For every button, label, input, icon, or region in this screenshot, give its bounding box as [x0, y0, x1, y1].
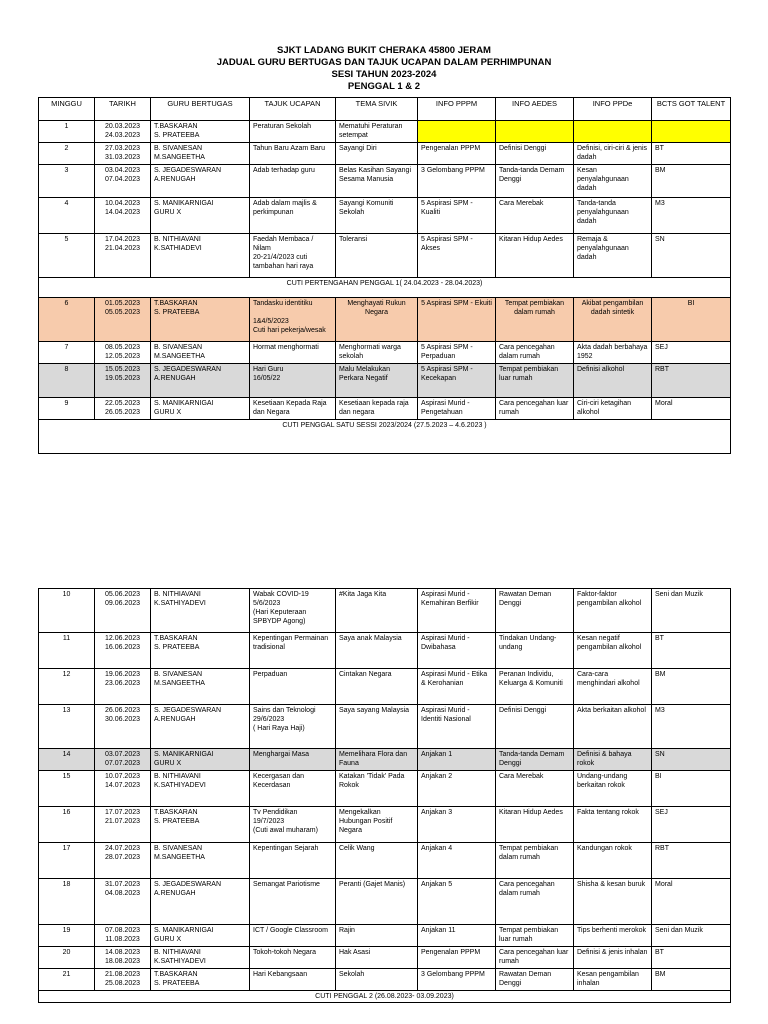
cell-bcts: BM	[652, 969, 731, 991]
cell-ppde: Kesan penyalahgunaan dadah	[574, 165, 652, 198]
cell-minggu: 15	[39, 771, 95, 807]
cell-tajuk: Adab dalam majlis & perkimpunan	[250, 198, 336, 234]
cell-guru: B. NITHIAVANI K.SATHIYADEVI	[151, 947, 250, 969]
cell-minggu: 11	[39, 633, 95, 669]
cell-ppde: Definisi alkohol	[574, 364, 652, 398]
cell-pppm: Pengenalan PPPM	[418, 947, 496, 969]
cell-tarikh: 21.08.2023 25.08.2023	[95, 969, 151, 991]
cell-aedes: Tanda-tanda Demam Denggi	[496, 749, 574, 771]
cell-bcts: Seni dan Muzik	[652, 925, 731, 947]
cell-ppde: Akta berkaitan alkohol	[574, 705, 652, 749]
cell-ppde: Definisi & bahaya rokok	[574, 749, 652, 771]
table-row	[39, 589, 731, 633]
cell-aedes: Tempat pembiakan dalam rumah	[496, 298, 574, 342]
table-row	[39, 879, 731, 925]
table-row	[39, 121, 731, 143]
cell-bcts: RBT	[652, 364, 731, 398]
cell-tarikh: 01.05.2023 05.05.2023	[95, 298, 151, 342]
col-guru: GURU BERTUGAS	[151, 98, 250, 121]
cell-tajuk: Tahun Baru Azam Baru	[250, 143, 336, 165]
cell-bcts: SN	[652, 749, 731, 771]
cell-ppde: Akta dadah berbahaya 1952	[574, 342, 652, 364]
table-row	[39, 925, 731, 947]
cell-pppm: Anjakan 3	[418, 807, 496, 843]
cell-pppm	[418, 121, 496, 143]
cell-ppde: Definisi & jenis inhalan	[574, 947, 652, 969]
cell-tajuk: Tokoh-tokoh Negara	[250, 947, 336, 969]
term-break-row	[39, 420, 731, 454]
col-tarikh: TARIKH	[95, 98, 151, 121]
table-row	[39, 633, 731, 669]
cell-bcts: BT	[652, 143, 731, 165]
table-row	[39, 669, 731, 705]
cell-ppde: Cara-cara menghindari alkohol	[574, 669, 652, 705]
document-header	[0, 45, 768, 93]
cell-ppde: Kesan negatif pengambilan alkohol	[574, 633, 652, 669]
cell-bcts: RBT	[652, 843, 731, 879]
term-break-label: CUTI PERTENGAHAN PENGGAL 1( 24.04.2023 - 28.04.2023)	[39, 278, 731, 298]
cell-bcts: M3	[652, 705, 731, 749]
cell-aedes: Definisi Denggi	[496, 143, 574, 165]
cell-aedes: Cara pencegahan luar rumah	[496, 398, 574, 420]
cell-bcts: BI	[652, 298, 731, 342]
cell-tarikh: 14.08.2023 18.08.2023	[95, 947, 151, 969]
cell-minggu: 4	[39, 198, 95, 234]
cell-pppm: Anjakan 2	[418, 771, 496, 807]
term-break-label: CUTI PENGGAL 2 (26.08.2023- 03.09.2023)	[39, 991, 731, 1003]
cell-pppm: Aspirasi Murid - Identiti Nasional	[418, 705, 496, 749]
table-row	[39, 198, 731, 234]
cell-bcts: SEJ	[652, 807, 731, 843]
col-ppde: INFO PPDe	[574, 98, 652, 121]
table-row	[39, 364, 731, 398]
cell-ppde: Undang-undang berkaitan rokok	[574, 771, 652, 807]
cell-guru: T.BASKARAN S. PRATEEBA	[151, 121, 250, 143]
cell-minggu: 7	[39, 342, 95, 364]
cell-minggu: 13	[39, 705, 95, 749]
cell-tajuk: Adab terhadap guru	[250, 165, 336, 198]
cell-pppm: 5 Aspirasi SPM - Kecekapan	[418, 364, 496, 398]
cell-pppm: 5 Aspirasi SPM - Kualiti	[418, 198, 496, 234]
cell-sivik: Toleransi	[336, 234, 418, 278]
cell-tajuk: Wabak COVID-19 5/6/2023 (Hari Keputeraan SPBYDP Agong)	[250, 589, 336, 633]
cell-sivik: Kesetiaan kepada raja dan negara	[336, 398, 418, 420]
cell-guru: S. JEGADESWARAN A.RENUGAH	[151, 165, 250, 198]
cell-pppm: Anjakan 4	[418, 843, 496, 879]
cell-sivik: Menghormati warga sekolah	[336, 342, 418, 364]
cell-minggu: 20	[39, 947, 95, 969]
cell-aedes: Tindakan Undang-undang	[496, 633, 574, 669]
cell-guru: S. JEGADESWARAN A.RENUGAH	[151, 705, 250, 749]
cell-tajuk: Kepentingan Sejarah	[250, 843, 336, 879]
cell-tarikh: 26.06.2023 30.06.2023	[95, 705, 151, 749]
cell-ppde: Definisi, ciri-ciri & jenis dadah	[574, 143, 652, 165]
cell-aedes	[496, 121, 574, 143]
cell-tarikh: 17.07.2023 21.07.2023	[95, 807, 151, 843]
cell-tarikh: 19.06.2023 23.06.2023	[95, 669, 151, 705]
cell-minggu: 2	[39, 143, 95, 165]
table-row	[39, 771, 731, 807]
table-row	[39, 749, 731, 771]
cell-tajuk: Hari Guru 16/05/22	[250, 364, 336, 398]
cell-bcts: Moral	[652, 398, 731, 420]
cell-minggu: 12	[39, 669, 95, 705]
cell-sivik: Saya sayang Malaysia	[336, 705, 418, 749]
cell-tajuk: Tandasku identitiku 1&4/5/2023 Cuti hari pekerja/wesak	[250, 298, 336, 342]
cell-tarikh: 31.07.2023 04.08.2023	[95, 879, 151, 925]
term-label: PENGGAL 1 & 2	[347, 81, 421, 92]
cell-tarikh: 07.08.2023 11.08.2023	[95, 925, 151, 947]
cell-tajuk: Kecergasan dan Kecerdasan	[250, 771, 336, 807]
cell-tajuk: Tv Pendidikan 19/7/2023 (Cuti awal muharam)	[250, 807, 336, 843]
cell-guru: B. NITHIAVANI K.SATHIADEVI	[151, 234, 250, 278]
cell-guru: S. MANIKARNIGAI GURU X	[151, 925, 250, 947]
cell-tarikh: 20.03.2023 24.03.2023	[95, 121, 151, 143]
cell-tarikh: 24.07.2023 28.07.2023	[95, 843, 151, 879]
cell-tarikh: 15.05.2023 19.05.2023	[95, 364, 151, 398]
cell-pppm: Anjakan 11	[418, 925, 496, 947]
cell-minggu: 16	[39, 807, 95, 843]
cell-pppm: Aspirasi Murid - Pengetahuan	[418, 398, 496, 420]
cell-pppm: 5 Aspirasi SPM - Akses	[418, 234, 496, 278]
cell-guru: S. MANIKARNIGAI GURU X	[151, 398, 250, 420]
cell-minggu: 1	[39, 121, 95, 143]
table-row	[39, 234, 731, 278]
cell-bcts: M3	[652, 198, 731, 234]
cell-bcts: BT	[652, 947, 731, 969]
cell-guru: S. MANIKARNIGAI GURU X	[151, 749, 250, 771]
cell-tarikh: 10.07.2023 14.07.2023	[95, 771, 151, 807]
cell-minggu: 21	[39, 969, 95, 991]
cell-tarikh: 08.05.2023 12.05.2023	[95, 342, 151, 364]
cell-aedes: Kitaran Hidup Aedes	[496, 807, 574, 843]
schedule-table-term2	[38, 588, 731, 1003]
cell-minggu: 18	[39, 879, 95, 925]
term-break-label: CUTI PENGGAL SATU SESSI 2023/2024 (27.5.2023 – 4.6.2023 )	[39, 420, 731, 454]
cell-aedes: Cara pencegahan luar rumah	[496, 947, 574, 969]
cell-ppde: Faktor-faktor pengambilan alkohol	[574, 589, 652, 633]
cell-tarikh: 10.04.2023 14.04.2023	[95, 198, 151, 234]
cell-sivik: Hak Asasi	[336, 947, 418, 969]
cell-aedes: Peranan Individu, Keluarga & Komuniti	[496, 669, 574, 705]
cell-pppm: 3 Gelombang PPPM	[418, 165, 496, 198]
cell-tarikh: 12.06.2023 16.06.2023	[95, 633, 151, 669]
cell-minggu: 5	[39, 234, 95, 278]
cell-pppm: 3 Gelombang PPPM	[418, 969, 496, 991]
cell-aedes: Cara pencegahan dalam rumah	[496, 342, 574, 364]
schedule-table-term1	[38, 97, 731, 454]
cell-sivik: Sayangi Diri	[336, 143, 418, 165]
table-row	[39, 298, 731, 342]
cell-bcts: BI	[652, 771, 731, 807]
cell-tajuk: Faedah Membaca / Nilam 20-21/4/2023 cuti tambahan hari raya	[250, 234, 336, 278]
cell-aedes: Rawatan Deman Denggi	[496, 589, 574, 633]
cell-sivik: Mengekalkan Hubungan Positif Negara	[336, 807, 418, 843]
cell-tajuk: Kepentingan Permainan tradisional	[250, 633, 336, 669]
table-row	[39, 947, 731, 969]
col-bcts: BCTS GOT TALENT	[652, 98, 731, 121]
cell-pppm: Aspirasi Murid - Dwibahasa	[418, 633, 496, 669]
cell-sivik: Sayangi Komuniti Sekolah	[336, 198, 418, 234]
cell-minggu: 6	[39, 298, 95, 342]
cell-tajuk: Hari Kebangsaan	[250, 969, 336, 991]
col-minggu: MINGGU	[39, 98, 95, 121]
table-row	[39, 843, 731, 879]
table-row	[39, 705, 731, 749]
col-pppm: INFO PPPM	[418, 98, 496, 121]
cell-ppde: Akibat pengambilan dadah sintetik	[574, 298, 652, 342]
cell-tajuk: Sains dan Teknologi 29/6/2023 ( Hari Raya Haji)	[250, 705, 336, 749]
cell-ppde: Remaja & penyalahgunaan dadah	[574, 234, 652, 278]
cell-minggu: 17	[39, 843, 95, 879]
cell-tarikh: 22.05.2023 26.05.2023	[95, 398, 151, 420]
session-year: SESI TAHUN 2023-2024	[331, 69, 437, 80]
table-row	[39, 398, 731, 420]
cell-sivik: #Kita Jaga Kita	[336, 589, 418, 633]
cell-guru: T.BASKARAN S. PRATEEBA	[151, 807, 250, 843]
cell-minggu: 9	[39, 398, 95, 420]
col-sivik: TEMA SIVIK	[336, 98, 418, 121]
cell-guru: S. JEGADESWARAN A.RENUGAH	[151, 879, 250, 925]
cell-guru: T.BASKARAN S. PRATEEBA	[151, 969, 250, 991]
cell-tajuk: Peraturan Sekolah	[250, 121, 336, 143]
cell-sivik: Saya anak Malaysia	[336, 633, 418, 669]
schedule-title: JADUAL GURU BERTUGAS DAN TAJUK UCAPAN DALAM PERHIMPUNAN	[216, 57, 552, 68]
cell-tajuk: Hormat menghormati	[250, 342, 336, 364]
cell-sivik: Malu Melakukan Perkara Negatif	[336, 364, 418, 398]
cell-bcts: BM	[652, 669, 731, 705]
term-break-row	[39, 991, 731, 1003]
cell-tarikh: 27.03.2023 31.03.2023	[95, 143, 151, 165]
cell-tajuk: Menghargai Masa	[250, 749, 336, 771]
cell-ppde: Ciri-ciri ketagihan alkohol	[574, 398, 652, 420]
cell-aedes: Definisi Denggi	[496, 705, 574, 749]
cell-pppm: 5 Aspirasi SPM - Ekuiti	[418, 298, 496, 342]
cell-sivik: Celik Wang	[336, 843, 418, 879]
cell-guru: B. SIVANESAN M.SANGEETHA	[151, 143, 250, 165]
cell-ppde: Kandungan rokok	[574, 843, 652, 879]
cell-sivik: Belas Kasihan Sayangi Sesama Manusia	[336, 165, 418, 198]
cell-sivik: Cintakan Negara	[336, 669, 418, 705]
cell-bcts: SN	[652, 234, 731, 278]
table-row	[39, 342, 731, 364]
cell-sivik: Katakan 'Tidak' Pada Rokok	[336, 771, 418, 807]
cell-minggu: 3	[39, 165, 95, 198]
cell-minggu: 14	[39, 749, 95, 771]
cell-tarikh: 03.07.2023 07.07.2023	[95, 749, 151, 771]
cell-bcts: BT	[652, 633, 731, 669]
cell-tarikh: 03.04.2023 07.04.2023	[95, 165, 151, 198]
cell-pppm: Anjakan 1	[418, 749, 496, 771]
cell-bcts	[652, 121, 731, 143]
table-row	[39, 165, 731, 198]
cell-ppde: Tanda-tanda penyalahgunaan dadah	[574, 198, 652, 234]
cell-ppde: Tips berhenti merokok	[574, 925, 652, 947]
cell-guru: B. NITHIAVANI K.SATHIYADEVI	[151, 589, 250, 633]
cell-aedes: Cara Merebak	[496, 771, 574, 807]
cell-tajuk: Kesetiaan Kepada Raja dan Negara	[250, 398, 336, 420]
school-name: SJKT LADANG BUKIT CHERAKA 45800 JERAM	[277, 45, 491, 56]
cell-pppm: Anjakan 5	[418, 879, 496, 925]
table-row	[39, 143, 731, 165]
cell-aedes: Tanda-tanda Demam Denggi	[496, 165, 574, 198]
cell-bcts: SEJ	[652, 342, 731, 364]
cell-tarikh: 05.06.2023 09.06.2023	[95, 589, 151, 633]
cell-minggu: 10	[39, 589, 95, 633]
cell-bcts: BM	[652, 165, 731, 198]
cell-guru: B. SIVANESAN M.SANGEETHA	[151, 342, 250, 364]
table-row	[39, 807, 731, 843]
cell-guru: T.BASKARAN S. PRATEEBA	[151, 298, 250, 342]
cell-aedes: Cara Merebak	[496, 198, 574, 234]
col-tajuk: TAJUK UCAPAN	[250, 98, 336, 121]
cell-pppm: Aspirasi Murid - Etika & Kerohanian	[418, 669, 496, 705]
cell-tajuk: Perpaduan	[250, 669, 336, 705]
cell-guru: B. NITHIAVANI K.SATHIYADEVI	[151, 771, 250, 807]
cell-guru: T.BASKARAN S. PRATEEBA	[151, 633, 250, 669]
cell-bcts: Moral	[652, 879, 731, 925]
cell-ppde: Kesan pengambilan inhalan	[574, 969, 652, 991]
cell-bcts: Seni dan Muzik	[652, 589, 731, 633]
cell-sivik: Memelihara Flora dan Fauna	[336, 749, 418, 771]
cell-aedes: Tempat pembiakan dalam rumah	[496, 843, 574, 879]
table-header-row	[39, 98, 731, 121]
table-row	[39, 969, 731, 991]
cell-aedes: Cara pencegahan dalam rumah	[496, 879, 574, 925]
cell-aedes: Tempat pembiakan luar rumah	[496, 925, 574, 947]
cell-sivik: Sekolah	[336, 969, 418, 991]
cell-ppde	[574, 121, 652, 143]
cell-minggu: 19	[39, 925, 95, 947]
cell-guru: S. JEGADESWARAN A.RENUGAH	[151, 364, 250, 398]
term-break-row	[39, 278, 731, 298]
cell-pppm: 5 Aspirasi SPM - Perpaduan	[418, 342, 496, 364]
cell-sivik: Rajin	[336, 925, 418, 947]
col-aedes: INFO AEDES	[496, 98, 574, 121]
cell-pppm: Pengenalan PPPM	[418, 143, 496, 165]
cell-guru: B. SIVANESAN M.SANGEETHA	[151, 669, 250, 705]
cell-tarikh: 17.04.2023 21.04.2023	[95, 234, 151, 278]
cell-sivik: Menghayati Rukun Negara	[336, 298, 418, 342]
cell-tajuk: ICT / Google Classroom	[250, 925, 336, 947]
cell-guru: S. MANIKARNIGAI GURU X	[151, 198, 250, 234]
cell-minggu: 8	[39, 364, 95, 398]
cell-aedes: Kitaran Hidup Aedes	[496, 234, 574, 278]
cell-guru: B. SIVANESAN M.SANGEETHA	[151, 843, 250, 879]
cell-aedes: Rawatan Deman Denggi	[496, 969, 574, 991]
cell-aedes: Tempat pembiakan luar rumah	[496, 364, 574, 398]
cell-sivik: Mematuhi Peraturan setempat	[336, 121, 418, 143]
cell-tajuk: Semangat Pariotisme	[250, 879, 336, 925]
cell-ppde: Fakta tentang rokok	[574, 807, 652, 843]
cell-pppm: Aspirasi Murid - Kemahiran Berfikir	[418, 589, 496, 633]
cell-sivik: Peranti (Gajet Manis)	[336, 879, 418, 925]
cell-ppde: Shisha & kesan buruk	[574, 879, 652, 925]
